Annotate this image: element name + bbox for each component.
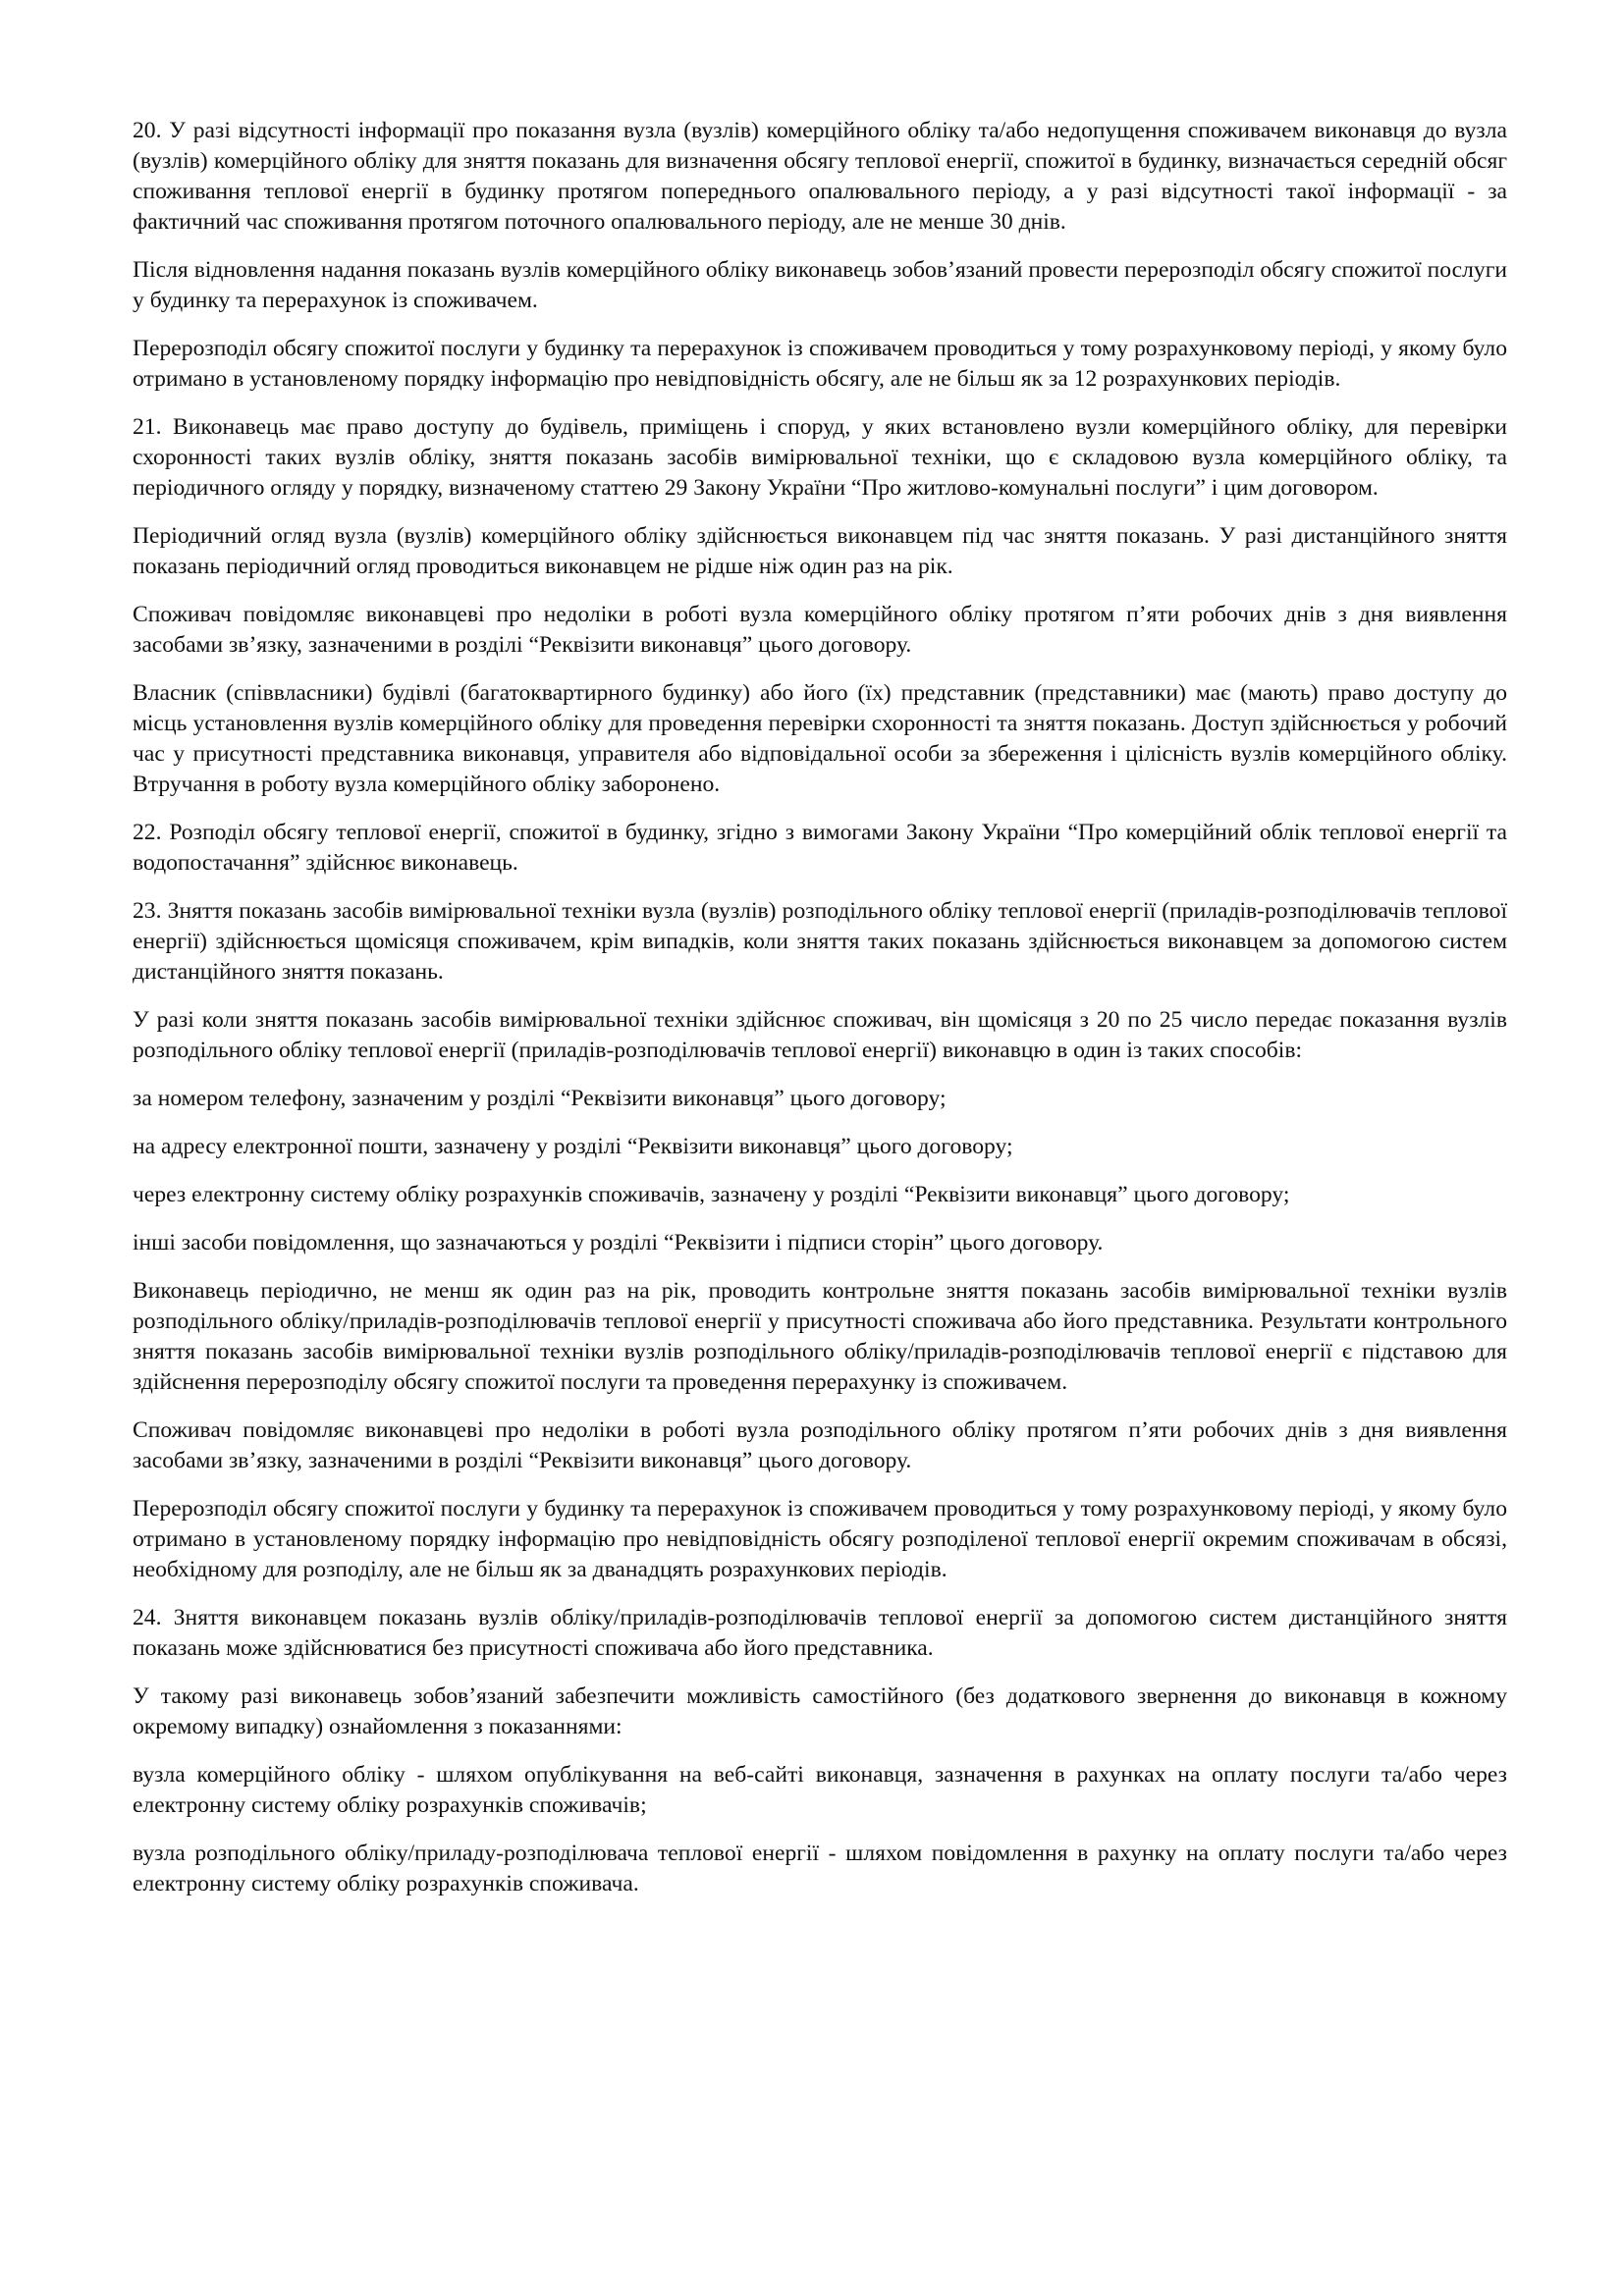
list-item-distribution-node: вузла розподільного обліку/приладу-розподілювача теплової енергії - шляхом повідомлення в рахунку на оплату послуги та/або через електронну систему обліку розрахунків споживача.: [133, 1841, 1507, 1896]
paragraph-24-access-intro: У такому разі виконавець зобов’язаний забезпечити можливість самостійного (без додаткового звернення до виконавця в кожному окремому випадку) ознайомлення з показаннями:: [133, 1683, 1507, 1739]
paragraph-23-methods-intro: У разі коли зняття показань засобів вимірювальної техніки здійснює споживач, він щомісяця з 20 по 25 число передає показання вузлів розподільного обліку теплової енергії (приладів-розподілювачів теплової енергії) виконавцю в один із таких способів:: [133, 1007, 1507, 1063]
list-item-phone: за номером телефону, зазначеним у розділі “Реквізити виконавця” цього договору;: [133, 1086, 947, 1111]
paragraph-22: 22. Розподіл обсягу теплової енергії, спожитої в будинку, згідно з вимогами Закону України “Про комерційний облік теплової енергії та водопостачання” здійснює виконавець.: [133, 820, 1507, 876]
paragraph-21-defects: Споживач повідомляє виконавцеві про недоліки в роботі вузла комерційного обліку протягом п’яти робочих днів з дня виявлення засобами зв’язку, зазначеними в розділі “Реквізити виконавця” цього договору.: [133, 602, 1507, 658]
paragraph-23-redistribution: Перерозподіл обсягу спожитої послуги у будинку та перерахунок із споживачем проводиться у тому розрахунковому періоді, у якому було отримано в установленому порядку інформацію про невідповідність обсягу розподіленої теплової енергії окремим споживачам в обсязі, необхідному для розподілу, але не більш як за дванадцять розрахункових періодів.: [133, 1496, 1507, 1582]
document-body: [133, 116, 1507, 1917]
list-item-email: на адресу електронної пошти, зазначену у розділі “Реквізити виконавця” цього договору;: [133, 1134, 1013, 1159]
paragraph-24: 24. Зняття виконавцем показань вузлів обліку/приладів-розподілювачів теплової енергії за допомогою систем дистанційного зняття показань може здійснюватися без присутності споживача або його представника.: [133, 1605, 1507, 1661]
paragraph-20-recalc: Після відновлення надання показань вузлів комерційного обліку виконавець зобов’язаний провести перерозподіл обсягу спожитої послуги у будинку та перерахунок із споживачем.: [133, 257, 1507, 313]
paragraph-21-inspection: Періодичний огляд вузла (вузлів) комерційного обліку здійснюється виконавцем під час зняття показань. У разі дистанційного зняття показань періодичний огляд проводиться виконавцем не рідше ніж один раз на рік.: [133, 523, 1507, 579]
paragraph-23-defects: Споживач повідомляє виконавцеві про недоліки в роботі вузла розподільного обліку протягом п’яти робочих днів з дня виявлення засобами зв’язку, зазначеними в розділі “Реквізити виконавця” цього договору.: [133, 1417, 1507, 1473]
paragraph-20: 20. У разі відсутності інформації про показання вузла (вузлів) комерційного обліку та/або недопущення споживачем виконавця до вузла (вузлів) комерційного обліку для зняття показань для визначення обсягу теплової енергії, спожитої в будинку, визначається середній обсяг споживання теплової енергії в будинку протягом попереднього опалювального періоду, а у разі відсутності такої інформації - за фактичний час споживання протягом поточного опалювального періоду, але не менше 30 днів.: [133, 118, 1507, 235]
paragraph-21: 21. Виконавець має право доступу до будівель, приміщень і споруд, у яких встановлено вузли комерційного обліку, для перевірки схоронності таких вузлів обліку, зняття показань засобів вимірювальної техніки, що є складовою вузла комерційного обліку, та періодичного огляду у порядку, визначеному статтею 29 Закону України “Про житлово-комунальні послуги” і цим договором.: [133, 414, 1507, 501]
paragraph-23-control-reading: Виконавець періодично, не менш як один раз на рік, проводить контрольне зняття показань засобів вимірювальної техніки вузлів розподільного обліку/приладів-розподілювачів теплової енергії у присутності споживача або його представника. Результати контрольного зняття показань засобів вимірювальної техніки вузлів розподільного обліку/приладів-розподілювачів теплової енергії є підставою для здійснення перерозподілу обсягу спожитої послуги та проведення перерахунку із споживачем.: [133, 1278, 1507, 1395]
paragraph-23: 23. Зняття показань засобів вимірювальної техніки вузла (вузлів) розподільного обліку теплової енергії (приладів-розподілювачів теплової енергії) здійснюється щомісяця споживачем, крім випадків, коли зняття таких показань здійснюється виконавцем за допомогою систем дистанційного зняття показань.: [133, 898, 1507, 985]
paragraph-21-owner-access: Власник (співвласники) будівлі (багатоквартирного будинку) або його (їх) представник (представники) має (мають) право доступу до місць установлення вузлів комерційного обліку для проведення перевірки схоронності та зняття показань. Доступ здійснюється у робочий час у присутності представника виконавця, управителя або відповідальної особи за збереження і цілісність вузлів комерційного обліку. Втручання в роботу вузла комерційного обліку заборонено.: [133, 680, 1507, 797]
list-item-electronic-system: через електронну систему обліку розрахунків споживачів, зазначену у розділі “Реквізити виконавця” цього договору;: [133, 1182, 1290, 1207]
list-item-commercial-node: вузла комерційного обліку - шляхом опублікування на веб-сайті виконавця, зазначення в рахунках на оплату послуги та/або через електронну систему обліку розрахунків споживачів;: [133, 1762, 1507, 1818]
list-item-other-means: інші засоби повідомлення, що зазначаються у розділі “Реквізити і підписи сторін” цього договору.: [133, 1230, 1104, 1255]
paragraph-20-redistribution: Перерозподіл обсягу спожитої послуги у будинку та перерахунок із споживачем проводиться у тому розрахунковому періоді, у якому було отримано в установленому порядку інформацію про невідповідність обсягу, але не більш як за 12 розрахункових періодів.: [133, 336, 1507, 392]
